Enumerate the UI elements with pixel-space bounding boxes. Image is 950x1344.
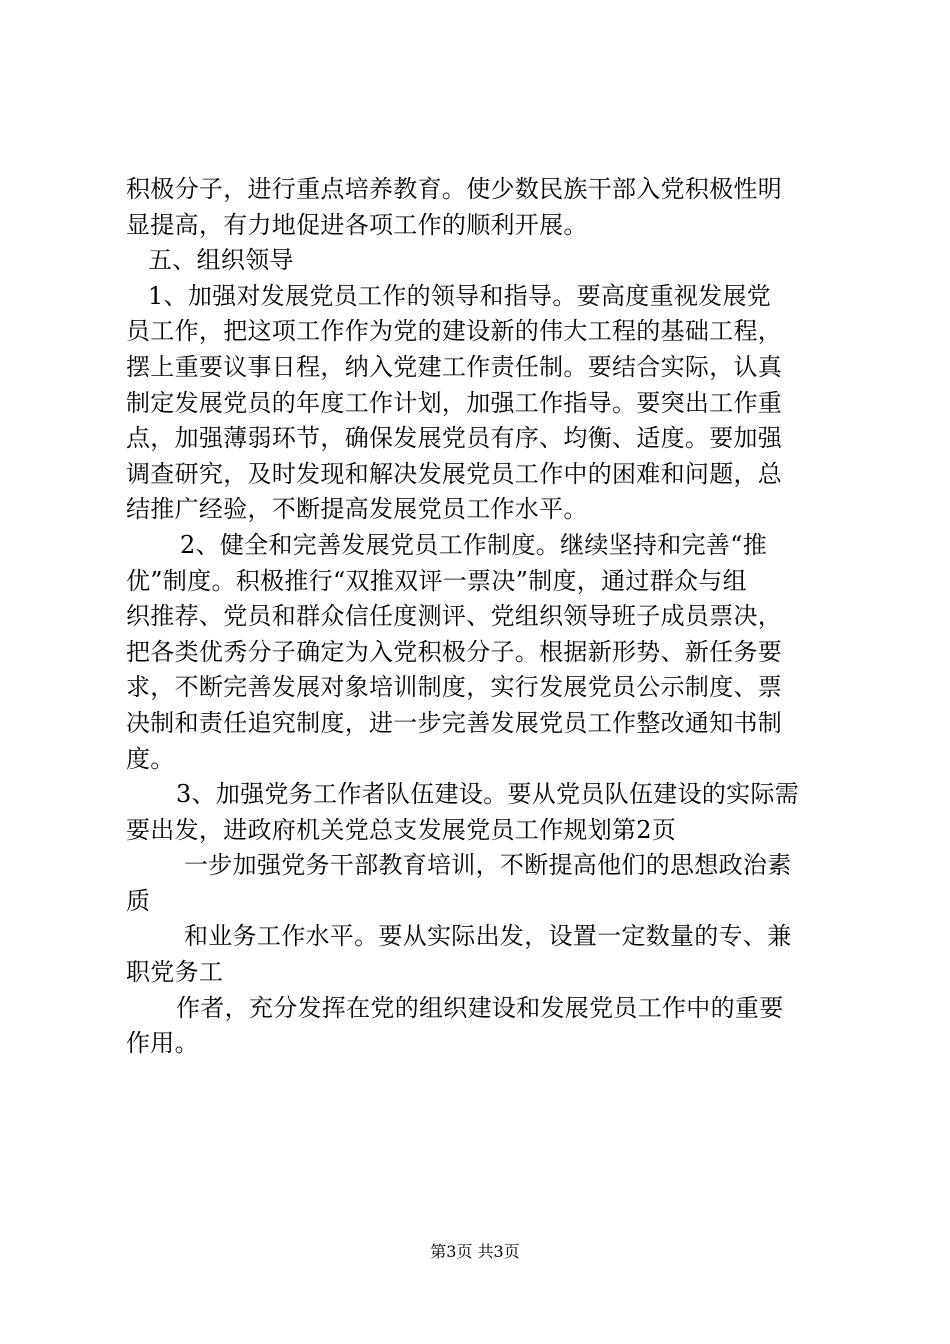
text-line: 织推荐、党员和群众信任度测评、党组织领导班子成员票决， — [126, 602, 783, 631]
text-line: 摆上重要议事日程，纳入党建工作责任制。要结合实际，认真 — [126, 352, 783, 381]
text-line: 作用。 — [126, 1029, 199, 1058]
text-line: 调查研究，及时发现和解决发展党员工作中的困难和问题，总 — [126, 459, 783, 488]
text-line: 3、加强党务工作者队伍建设。要从党员队伍建设的实际需 — [176, 780, 800, 809]
text-line: 把各类优秀分子确定为入党积极分子。根据新形势、新任务要 — [126, 637, 783, 666]
text-line: 显提高，有力地促进各项工作的顺利开展。 — [126, 210, 588, 239]
text-line: 积极分子，进行重点培养教育。使少数民族干部入党积极性明 — [126, 175, 783, 203]
text-line: 员工作，把这项工作作为党的建设新的伟大工程的基础工程， — [126, 317, 783, 346]
text-line: 要出发，进政府机关党总支发展党员工作规划第2页 — [126, 815, 677, 844]
text-line: 度。 — [126, 744, 175, 773]
text-line: 2、健全和完善发展党员工作制度。继续坚持和完善“推 — [180, 530, 768, 559]
text-line: 优”制度。积极推行“双推双评一票决”制度，通过群众与组 — [126, 566, 747, 595]
text-line: 五、组织领导 — [148, 246, 294, 275]
text-line: 结推广经验，不断提高发展党员工作水平。 — [126, 495, 588, 524]
page-footer: 第3页 共3页 — [430, 1242, 520, 1261]
text-line: 一步加强党务干部教育培训，不断提高他们的思想政治素 — [184, 851, 792, 880]
text-line: 求，不断完善发展对象培训制度，实行发展党员公示制度、票 — [126, 673, 783, 702]
text-line: 点，加强薄弱环节，确保发展党员有序、均衡、适度。要加强 — [126, 424, 783, 453]
text-line: 职党务工 — [126, 958, 224, 987]
text-line: 作者，充分发挥在党的组织建设和发展党员工作中的重要 — [176, 993, 784, 1022]
text-line: 质 — [126, 886, 151, 915]
text-line: 制定发展党员的年度工作计划，加强工作指导。要突出工作重 — [126, 388, 783, 417]
text-line: 1、加强对发展党员工作的领导和指导。要高度重视发展党 — [148, 281, 772, 310]
text-line: 决制和责任追究制度，进一步完善发展党员工作整改通知书制 — [126, 708, 783, 737]
text-line: 和业务工作水平。要从实际出发，设置一定数量的专、兼 — [184, 922, 792, 951]
document-body — [126, 172, 836, 1062]
